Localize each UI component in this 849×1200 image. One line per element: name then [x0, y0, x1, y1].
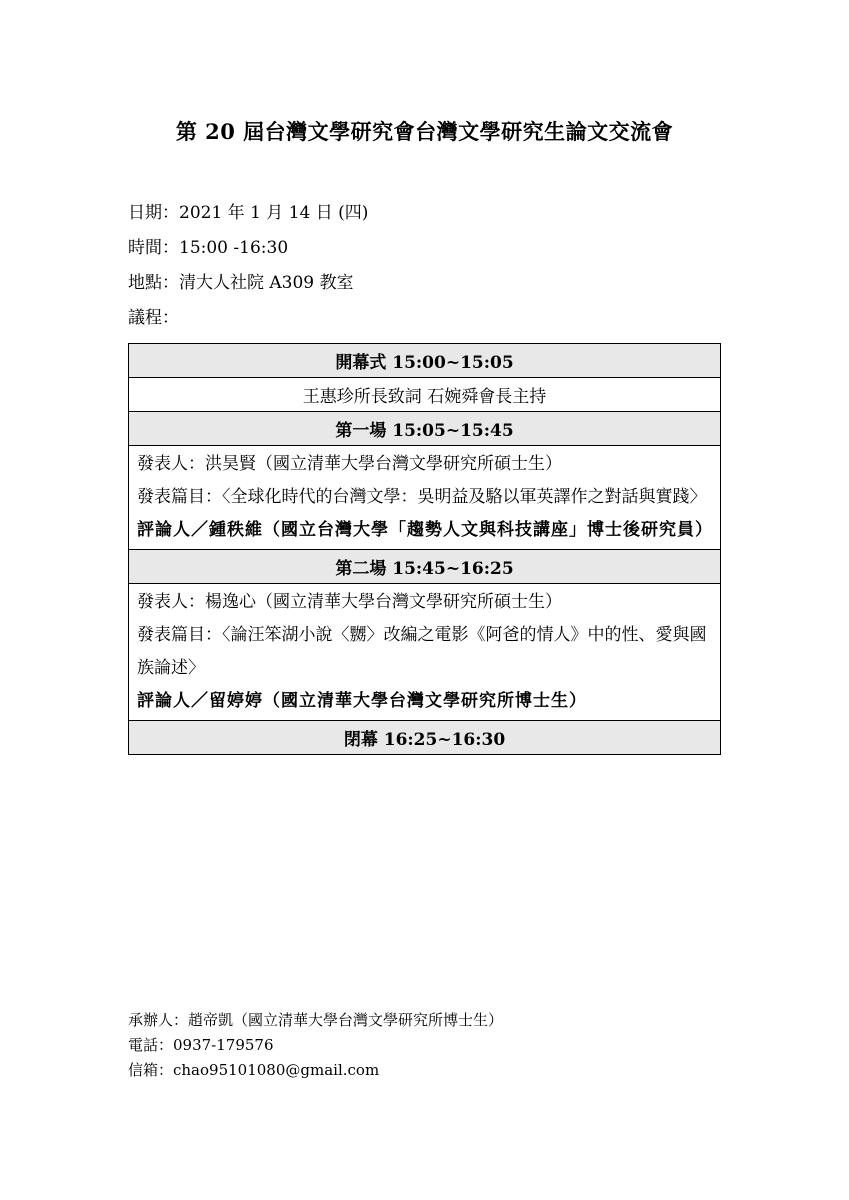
opening-content: 王惠珍所長致詞 石婉舜會長主持	[129, 378, 721, 412]
event-date: 日期：2021 年 1 月 14 日 (四)	[128, 203, 369, 223]
opening-content-row	[129, 378, 721, 412]
contact-footer	[128, 1008, 503, 1083]
session2-body-row	[129, 584, 721, 721]
session1-commentator: 評論人／鍾秩維（國立台灣大學「趨勢人文與科技講座」博士後研究員）	[137, 520, 713, 540]
organizer-line: 承辦人：趙帝凱（國立清華大學台灣文學研究所博士生）	[128, 1011, 504, 1029]
session1-header-row	[129, 412, 721, 446]
session2-body	[129, 584, 721, 721]
phone-line: 電話：0937-179576	[128, 1036, 274, 1054]
closing-header-row	[129, 721, 721, 755]
event-location: 地點：清大人社院 A309 教室	[128, 273, 354, 293]
session1-body	[129, 446, 721, 550]
agenda-table	[128, 343, 721, 755]
session1-presenter: 發表人：洪昊賢（國立清華大學台灣文學研究所碩士生）	[137, 454, 562, 474]
session2-header-row	[129, 550, 721, 584]
opening-header-row	[129, 344, 721, 378]
session2-presenter: 發表人：楊逸心（國立清華大學台灣文學研究所碩士生）	[137, 592, 562, 612]
email-line[interactable]: 信箱：chao95101080@gmail.com	[128, 1061, 380, 1079]
event-info	[128, 196, 368, 336]
agenda-label: 議程：	[128, 308, 179, 328]
session1-body-row	[129, 446, 721, 550]
opening-header: 開幕式 15:00~15:05	[129, 344, 721, 378]
session2-header: 第二場 15:45~16:25	[129, 550, 721, 584]
session2-commentator: 評論人／留婷婷（國立清華大學台灣文學研究所博士生）	[137, 691, 587, 711]
page-title: 第 20 屆台灣文學研究會台灣文學研究生論文交流會	[175, 119, 674, 144]
closing-header: 閉幕 16:25~16:30	[129, 721, 721, 755]
session1-header: 第一場 15:05~15:45	[129, 412, 721, 446]
session1-paper: 發表篇目：〈全球化時代的台灣文學：吳明益及駱以軍英譯作之對話與實踐〉	[137, 487, 707, 507]
session2-paper: 發表篇目：〈論汪笨湖小說〈嬲〉改編之電影《阿爸的情人》中的性、愛與國族論述〉	[137, 625, 707, 678]
event-time: 時間：15:00 -16:30	[128, 238, 289, 258]
